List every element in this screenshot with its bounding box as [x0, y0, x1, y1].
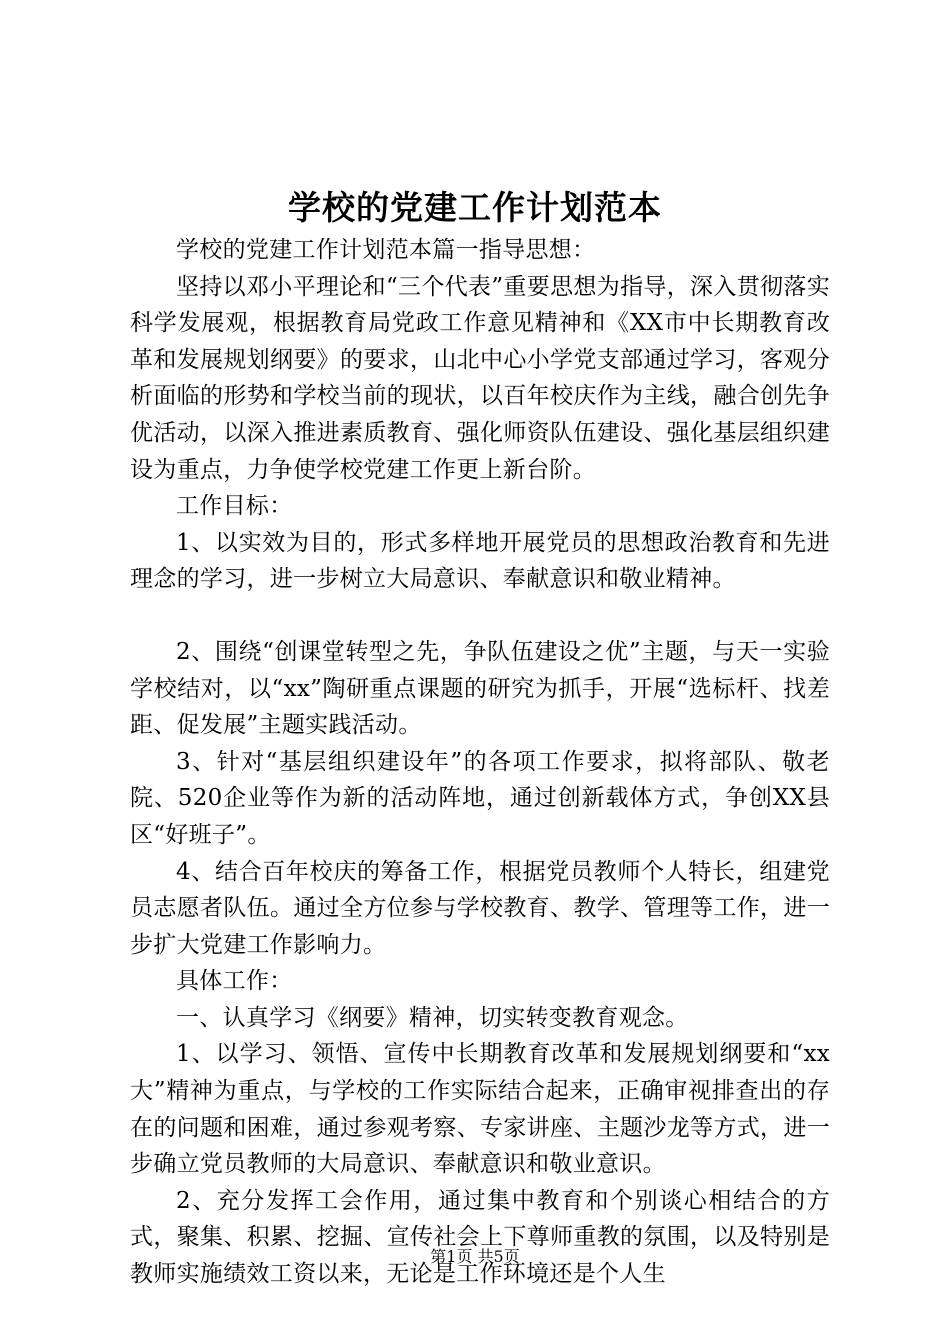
paragraph-tasks-heading: 具体工作：	[176, 968, 293, 995]
paragraph-guiding-thought: 坚持以邓小平理论和“三个代表”重要思想为指导，深入贯彻落实科学发展观，根据教育局党政工作意见精神和《XX市中长期教育改革和发展规划纲要》的要求，山北中心小学党支部通过学习，客观分析面临的形势和学校当前的现状，以百年校庆作为主线，融合创先争优活动，以深入推进素质教育、强化师资队伍建设、强化基层组织建设为重点，力争使学校党建工作更上新台阶。	[130, 273, 830, 483]
paragraph-task-2: 2、充分发挥工会作用，通过集中教育和个别谈心相结合的方式，聚集、积累、挖掘、宣传社会上下尊师重教的氛围，以及特别是教师实施绩效工资以来，无论是工作环境还是个人生	[130, 1187, 830, 1288]
paragraph-goal-3: 3、针对“基层组织建设年”的各项工作要求，拟将部队、敬老院、520企业等作为新的活动阵地，通过创新载体方式，争创XX县区“好班子”。	[130, 748, 830, 848]
paragraph-goals-heading: 工作目标：	[176, 493, 293, 520]
paragraph-goal-1: 1、以实效为目的，形式多样地开展党员的思想政治教育和先进理念的学习，进一步树立大局意识、奉献意识和敬业精神。	[130, 529, 830, 593]
paragraph-intro: 学校的党建工作计划范本篇一指导思想：	[176, 237, 596, 263]
paragraph-task-1: 1、以学习、领悟、宣传中长期教育改革和发展规划纲要和“xx大”精神为重点，与学校的工作实际结合起来，正确审视排查出的存在的问题和困难，通过参观考察、专家讲座、主题沙龙等方式，进一步确立党员教师的大局意识、奉献意识和敬业意识。	[130, 1041, 830, 1178]
paragraph-goal-2: 2、围绕“创课堂转型之先，争队伍建设之优”主题，与天一实验学校结对，以“xx”陶研重点课题的研究为抓手，开展“选标杆、找差距、促发展”主题实践活动。	[130, 638, 830, 739]
paragraph-goal-4: 4、结合百年校庆的筹备工作，根据党员教师个人特长，组建党员志愿者队伍。通过全方位参与学校教育、教学、管理等工作，进一步扩大党建工作影响力。	[130, 858, 830, 958]
document-body	[130, 232, 830, 1293]
paragraph-task-section-1: 一、认真学习《纲要》精神，切实转变教育观念。	[176, 1004, 689, 1031]
page-footer: 第1页 共5页	[430, 1247, 520, 1266]
document-title: 学校的党建工作计划范本	[288, 188, 662, 227]
